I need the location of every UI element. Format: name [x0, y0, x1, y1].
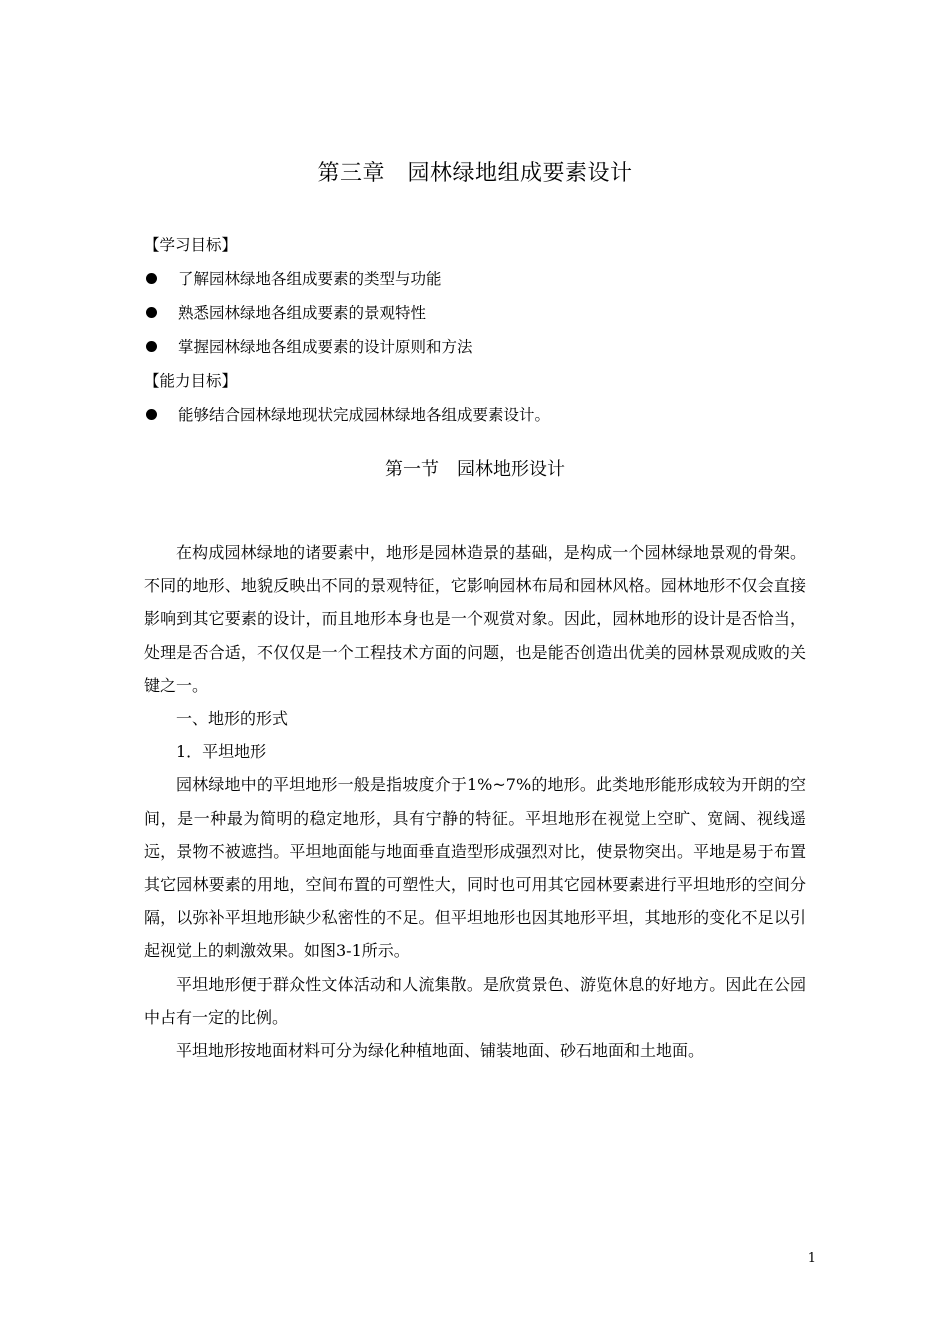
paragraph: 园林绿地中的平坦地形一般是指坡度介于1%~7%的地形。此类地形能形成较为开朗的空间，是一种最为简明的稳定地形，具有宁静的特征。平坦地形在视觉上空旷、宽阔、视线遥远，景物不被遮挡。平坦地面能与地面垂直造型形成强烈对比，使景物突出。平地是易于布置其它园林要素的用地，空间布置的可塑性大，同时也可用其它园林要素进行平坦地形的空间分隔，以弥补平坦地形缺少私密性的不足。但平坦地形也因其地形平坦，其地形的变化不足以引起视觉上的刺激效果。如图3-1所示。: [144, 775, 806, 961]
learning-goal-text: 了解园林绿地各组成要素的类型与功能: [178, 270, 442, 288]
learning-goal-item: [144, 300, 824, 334]
learning-goal-item: [144, 266, 824, 300]
subheading-flat-terrain: 1．平坦地形: [176, 742, 267, 762]
paragraph: 平坦地形便于群众性文体活动和人流集散。是欣赏景色、游览休息的好地方。因此在公园中占有一定的比例。: [144, 974, 806, 1027]
bullet-icon: [146, 273, 157, 284]
bullet-icon: [146, 409, 157, 420]
ability-goal-item: [144, 402, 824, 436]
section-title: 第一节 园林地形设计: [385, 459, 565, 480]
learning-goal-text: 熟悉园林绿地各组成要素的景观特性: [178, 304, 427, 322]
body-text: [144, 536, 806, 1067]
ability-goal-text: 能够结合园林绿地现状完成园林绿地各组成要素设计。: [178, 406, 551, 424]
learning-goal-text: 掌握园林绿地各组成要素的设计原则和方法: [178, 338, 473, 356]
subheading-terrain-forms: 一、地形的形式: [176, 709, 289, 729]
chapter-title: 第三章 园林绿地组成要素设计: [317, 161, 633, 186]
paragraph: 平坦地形按地面材料可分为绿化种植地面、铺装地面、砂石地面和土地面。: [176, 1041, 705, 1061]
page-number: 1: [807, 1251, 816, 1266]
goals-block: [144, 232, 824, 436]
bullet-icon: [146, 307, 157, 318]
intro-paragraph: 在构成园林绿地的诸要素中，地形是园林造景的基础，是构成一个园林绿地景观的骨架。不同的地形、地貌反映出不同的景观特征，它影响园林布局和园林风格。园林地形不仅会直接影响到其它要素的设计，而且地形本身也是一个观赏对象。因此，园林地形的设计是否恰当，处理是否合适，不仅仅是一个工程技术方面的问题，也是能否创造出优美的园林景观成败的关键之一。: [144, 543, 806, 695]
learning-goal-item: [144, 334, 824, 368]
learning-goals-heading: 【学习目标】: [144, 236, 238, 254]
bullet-icon: [146, 341, 157, 352]
ability-goals-heading: 【能力目标】: [144, 372, 238, 390]
